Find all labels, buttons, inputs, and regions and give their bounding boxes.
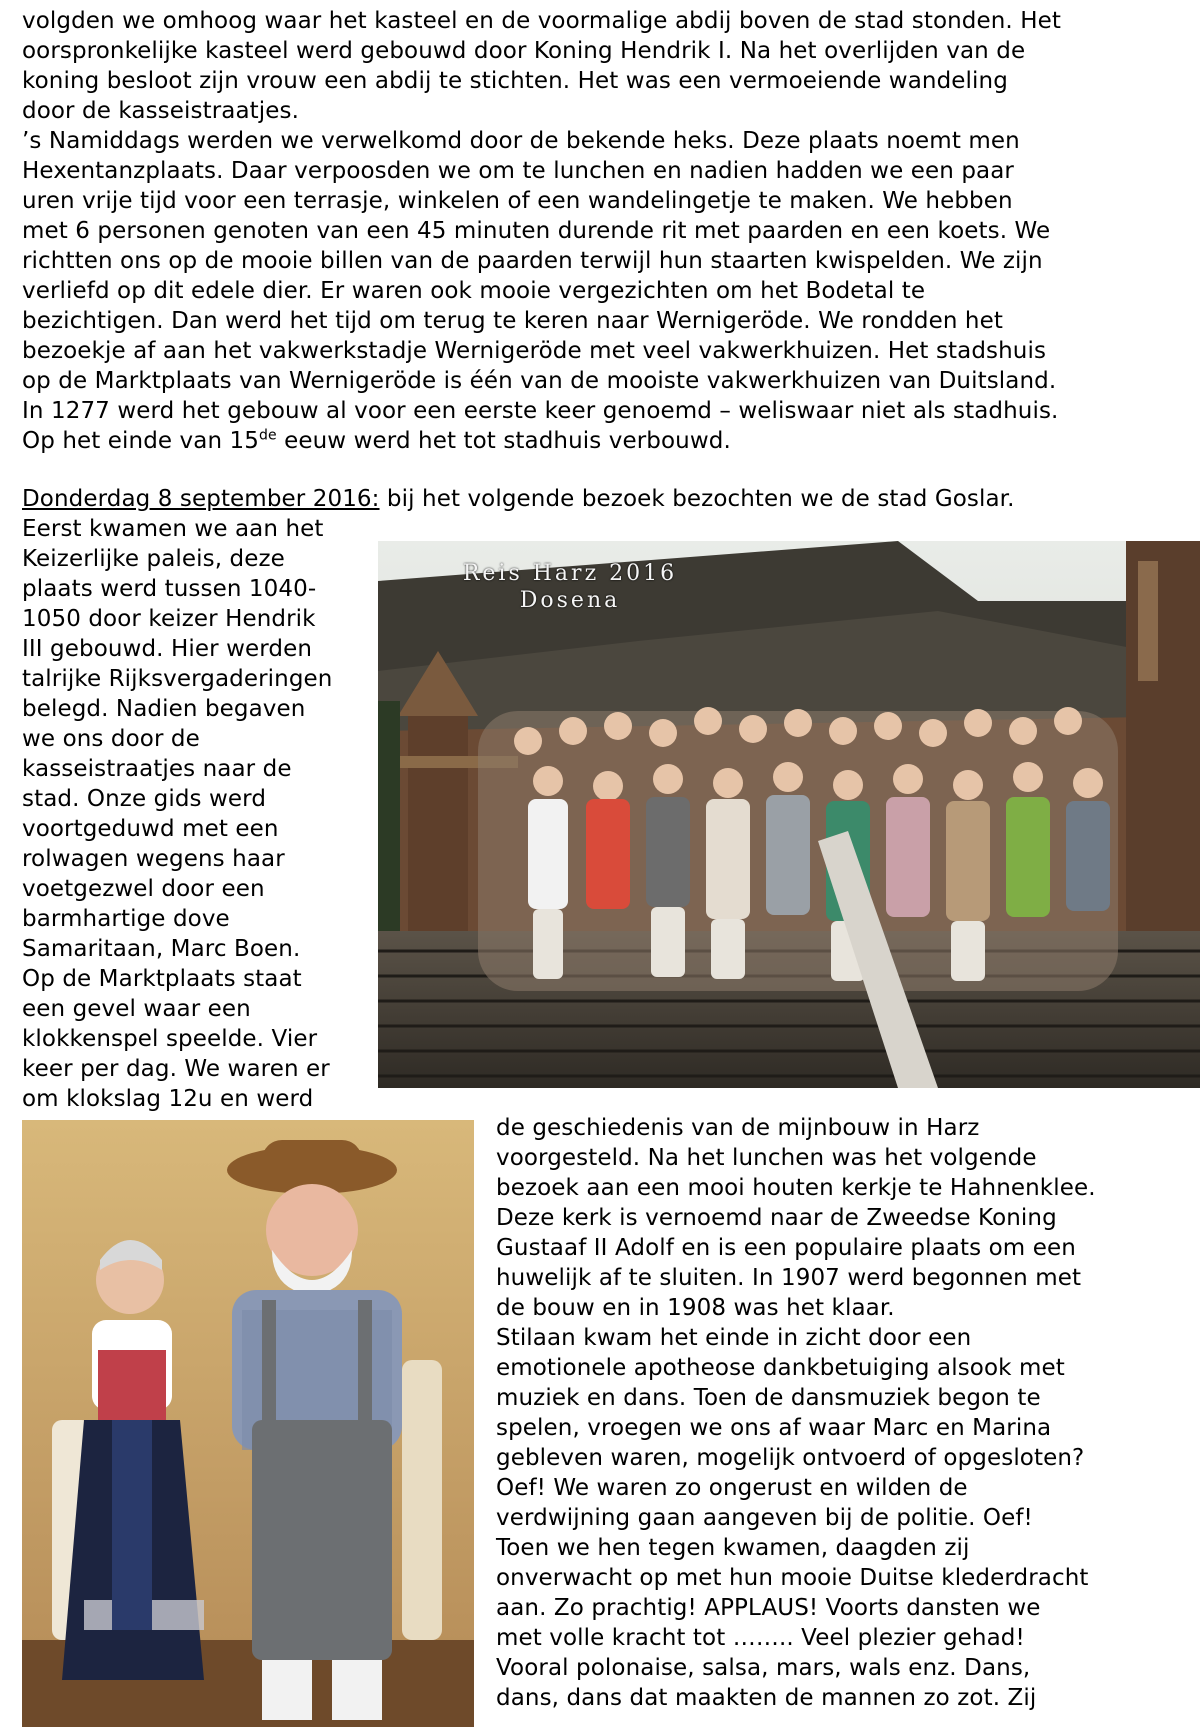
left-column-line: een gevel waar een — [22, 996, 251, 1022]
left-column-line: voortgeduwd met een — [22, 816, 279, 842]
paragraph-line: bezoekje af aan het vakwerkstadje Wernigeröde met veel vakwerkhuizen. Het stadshuis — [22, 338, 1047, 364]
left-column-line: Op de Marktplaats staat — [22, 966, 302, 992]
left-column-line: we ons door de — [22, 726, 200, 752]
right-column-line: aan. Zo prachtig! APPLAUS! Voorts dansten we — [496, 1595, 1041, 1621]
right-column-line: Toen we hen tegen kwamen, daagden zij — [496, 1535, 970, 1561]
left-column-line: stad. Onze gids werd — [22, 786, 267, 812]
left-column-line: III gebouwd. Hier werden — [22, 636, 313, 662]
group-photo — [378, 541, 1200, 1088]
paragraph-line: oorspronkelijke kasteel werd gebouwd door Koning Hendrik I. Na het overlijden van de — [22, 38, 1026, 64]
left-column-line: barmhartige dove — [22, 906, 230, 932]
section-intro: bij het volgende bezoek bezochten we de stad Goslar. — [379, 486, 1015, 512]
right-column-line: Deze kerk is vernoemd naar de Zweedse Koning — [496, 1205, 1057, 1231]
right-column-line: met volle kracht tot …….. Veel plezier gehad! — [496, 1625, 1025, 1651]
right-column-line: bezoek aan een mooi houten kerkje te Hahnenklee. — [496, 1175, 1096, 1201]
left-column-line: kasseistraatjes naar de — [22, 756, 292, 782]
superscript-ordinal: de — [259, 427, 277, 444]
caption-subtitle: Dosena — [519, 588, 621, 613]
paragraph-line: met 6 personen genoten van een 45 minuten durende rit met paarden en een koets. We — [22, 218, 1051, 244]
paragraph-line: koning besloot zijn vrouw een abdij te stichten. Het was een vermoeiende wandeling — [22, 68, 1008, 94]
left-column-line: Keizerlijke paleis, deze — [22, 546, 285, 572]
right-column-line: gebleven waren, mogelijk ontvoerd of opgesloten? — [496, 1445, 1085, 1471]
right-column-line: spelen, vroegen we ons af waar Marc en Marina — [496, 1415, 1052, 1441]
right-column-line: de geschiedenis van de mijnbouw in Harz — [496, 1115, 980, 1141]
section-heading — [22, 484, 1190, 514]
right-column-text — [496, 1113, 1186, 1713]
left-column-line: belegd. Nadien begaven — [22, 696, 306, 722]
paragraph-line: In 1277 werd het gebouw al voor een eerste keer genoemd – weliswaar niet als stadhuis. — [22, 398, 1059, 424]
left-column-line: voetgezwel door een — [22, 876, 265, 902]
left-column-line: talrijke Rijksvergaderingen — [22, 666, 333, 692]
left-column-line: om klokslag 12u en werd — [22, 1086, 314, 1112]
caption-title: Reis Harz 2016 — [462, 561, 678, 586]
paragraph-line: volgden we omhoog waar het kasteel en de voormalige abdij boven de stad stonden. Het — [22, 8, 1062, 34]
last-line-rest: eeuw werd het tot stadhuis verbouwd. — [276, 428, 731, 454]
left-column-line: Samaritaan, Marc Boen. — [22, 936, 301, 962]
paragraph-line: richtten ons op de mooie billen van de paarden terwijl hun staarten kwispelden. We zijn — [22, 248, 1043, 274]
group-photo-illustration — [378, 541, 1200, 1088]
couple-photo — [22, 1120, 474, 1727]
right-column-line: emotionele apotheose dankbetuiging alsook met — [496, 1355, 1065, 1381]
date-heading: Donderdag 8 september 2016: — [22, 486, 380, 512]
left-column-text — [22, 514, 382, 1114]
right-column-line: de bouw en in 1908 was het klaar. — [496, 1295, 895, 1321]
right-column-line: Oef! We waren zo ongerust en wilden de — [496, 1475, 968, 1501]
left-column-line: keer per dag. We waren er — [22, 1056, 330, 1082]
left-column-line: Eerst kwamen we aan het — [22, 516, 324, 542]
right-column-line: Stilaan kwam het einde in zicht door een — [496, 1325, 972, 1351]
top-paragraph-last-line — [22, 426, 1190, 456]
paragraph-line: door de kasseistraatjes. — [22, 98, 299, 124]
couple-photo-illustration — [22, 1120, 474, 1727]
paragraph-line: op de Marktplaats van Wernigeröde is één van de mooiste vakwerkhuizen van Duitsland. — [22, 368, 1057, 394]
paragraph-line: ’s Namiddags werden we verwelkomd door de bekende heks. Deze plaats noemt men — [22, 128, 1020, 154]
paragraph-line: Hexentanzplaats. Daar verpoosden we om te lunchen en nadien hadden we een paar — [22, 158, 1014, 184]
left-column-line: klokkenspel speelde. Vier — [22, 1026, 318, 1052]
left-column-line: 1050 door keizer Hendrik — [22, 606, 316, 632]
right-column-line: voorgesteld. Na het lunchen was het volgende — [496, 1145, 1037, 1171]
left-column-line: plaats werd tussen 1040- — [22, 576, 317, 602]
right-column-line: dans, dans dat maakten de mannen zo zot. Zij — [496, 1685, 1037, 1711]
last-line-text: Op het einde van 15 — [22, 428, 260, 454]
right-column-line: muziek en dans. Toen de dansmuziek begon te — [496, 1385, 1041, 1411]
right-column-line: onverwacht op met hun mooie Duitse klederdracht — [496, 1565, 1089, 1591]
paragraph-line: bezichtigen. Dan werd het tijd om terug te keren naar Wernigeröde. We rondden het — [22, 308, 1003, 334]
top-paragraph — [22, 6, 1190, 426]
right-column-line: verdwijning gaan aangeven bij de politie. Oef! — [496, 1505, 1033, 1531]
right-column-line: Vooral polonaise, salsa, mars, wals enz. Dans, — [496, 1655, 1031, 1681]
photo-caption — [460, 560, 680, 614]
paragraph-line: uren vrije tijd voor een terrasje, winkelen of een wandelingetje te maken. We hebben — [22, 188, 1013, 214]
left-column-line: rolwagen wegens haar — [22, 846, 285, 872]
paragraph-line: verliefd op dit edele dier. Er waren ook mooie vergezichten om het Bodetal te — [22, 278, 926, 304]
right-column-line: huwelijk af te sluiten. In 1907 werd begonnen met — [496, 1265, 1082, 1291]
right-column-line: Gustaaf II Adolf en is een populaire plaats om een — [496, 1235, 1076, 1261]
